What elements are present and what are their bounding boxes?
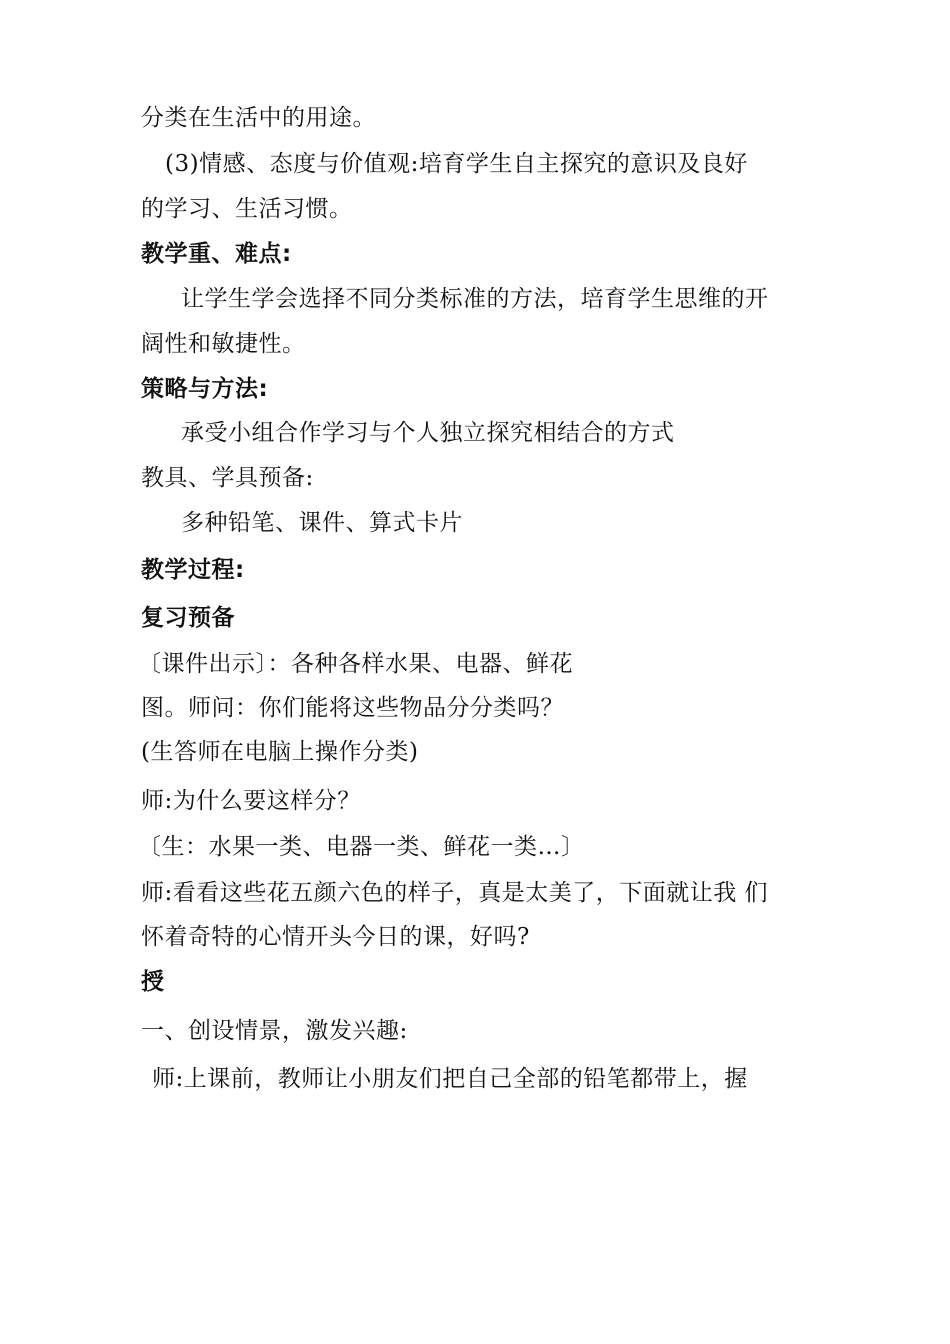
text-line: 师:上课前，教师让小朋友们把自己全部的铅笔都带上，握 <box>152 1066 748 1092</box>
section-heading: 教学过程: <box>141 557 245 583</box>
text-line: (生答师在电脑上操作分类) <box>141 739 419 765</box>
text-line: 多种铅笔、课件、算式卡片 <box>181 510 463 536</box>
text-line: (3)情感、态度与价值观:培育学生自主探究的意识及良好 <box>165 151 748 177</box>
section-heading: 授 <box>141 969 165 995</box>
section-heading: 教学重、难点: <box>141 241 292 267</box>
text-line: 让学生学会选择不同分类标准的方法，培育学生思维的开 <box>181 286 769 312</box>
text-line: 图。师问：你们能将这些物品分分类吗？ <box>141 695 564 721</box>
text-line: 〔课件出示〕：各种各样水果、电器、鲜花 <box>138 651 573 677</box>
text-line: 师:为什么要这样分？ <box>141 788 361 814</box>
text-line: 的学习、生活习惯。 <box>141 196 353 222</box>
text-line: 承受小组合作学习与个人独立探究相结合的方式 <box>181 420 675 446</box>
text-line: 分类在生活中的用途。 <box>141 105 376 131</box>
section-heading: 复习预备 <box>141 605 235 631</box>
text-line: 教具、学具预备: <box>141 465 314 491</box>
text-line: 师:看看这些花五颜六色的样子，真是太美了，下面就让我 们 <box>141 880 769 906</box>
section-heading: 策略与方法: <box>141 376 269 402</box>
text-line: 一、创设情景，激发兴趣: <box>141 1018 408 1044</box>
text-line: 阔性和敏捷性。 <box>141 331 306 357</box>
text-line: 〔生：水果一类、电器一类、鲜花一类…〕 <box>138 834 585 860</box>
text-line: 怀着奇特的心情开头今日的课，好吗? <box>141 924 530 950</box>
